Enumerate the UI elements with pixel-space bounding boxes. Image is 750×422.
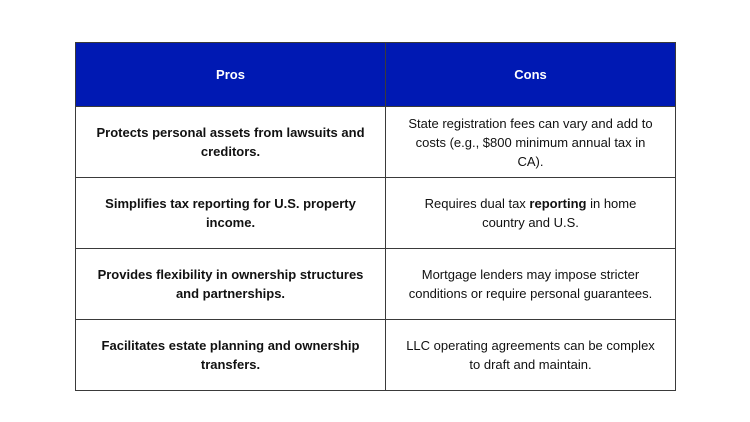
pros-header: Pros (76, 43, 386, 107)
con-emphasis: reporting (529, 196, 587, 211)
pro-cell: Provides flexibility in ownership structures and partnerships. (76, 249, 386, 320)
con-cell (386, 178, 676, 249)
table-row (76, 320, 676, 391)
con-cell: LLC operating agreements can be complex to draft and maintain. (386, 320, 676, 391)
header-row (76, 43, 676, 107)
con-cell: State registration fees can vary and add to costs (e.g., $800 minimum annual tax in CA). (386, 107, 676, 178)
table-row (76, 107, 676, 178)
table-row (76, 249, 676, 320)
con-text: in home country and U.S. (482, 196, 637, 230)
pro-cell: Protects personal assets from lawsuits and creditors. (76, 107, 386, 178)
cons-header: Cons (386, 43, 676, 107)
pro-cell: Simplifies tax reporting for U.S. property income. (76, 178, 386, 249)
pros-cons-table (75, 42, 676, 391)
con-text: Requires dual tax (424, 196, 530, 211)
table-row (76, 178, 676, 249)
pro-cell: Facilitates estate planning and ownership transfers. (76, 320, 386, 391)
con-cell: Mortgage lenders may impose stricter conditions or require personal guarantees. (386, 249, 676, 320)
